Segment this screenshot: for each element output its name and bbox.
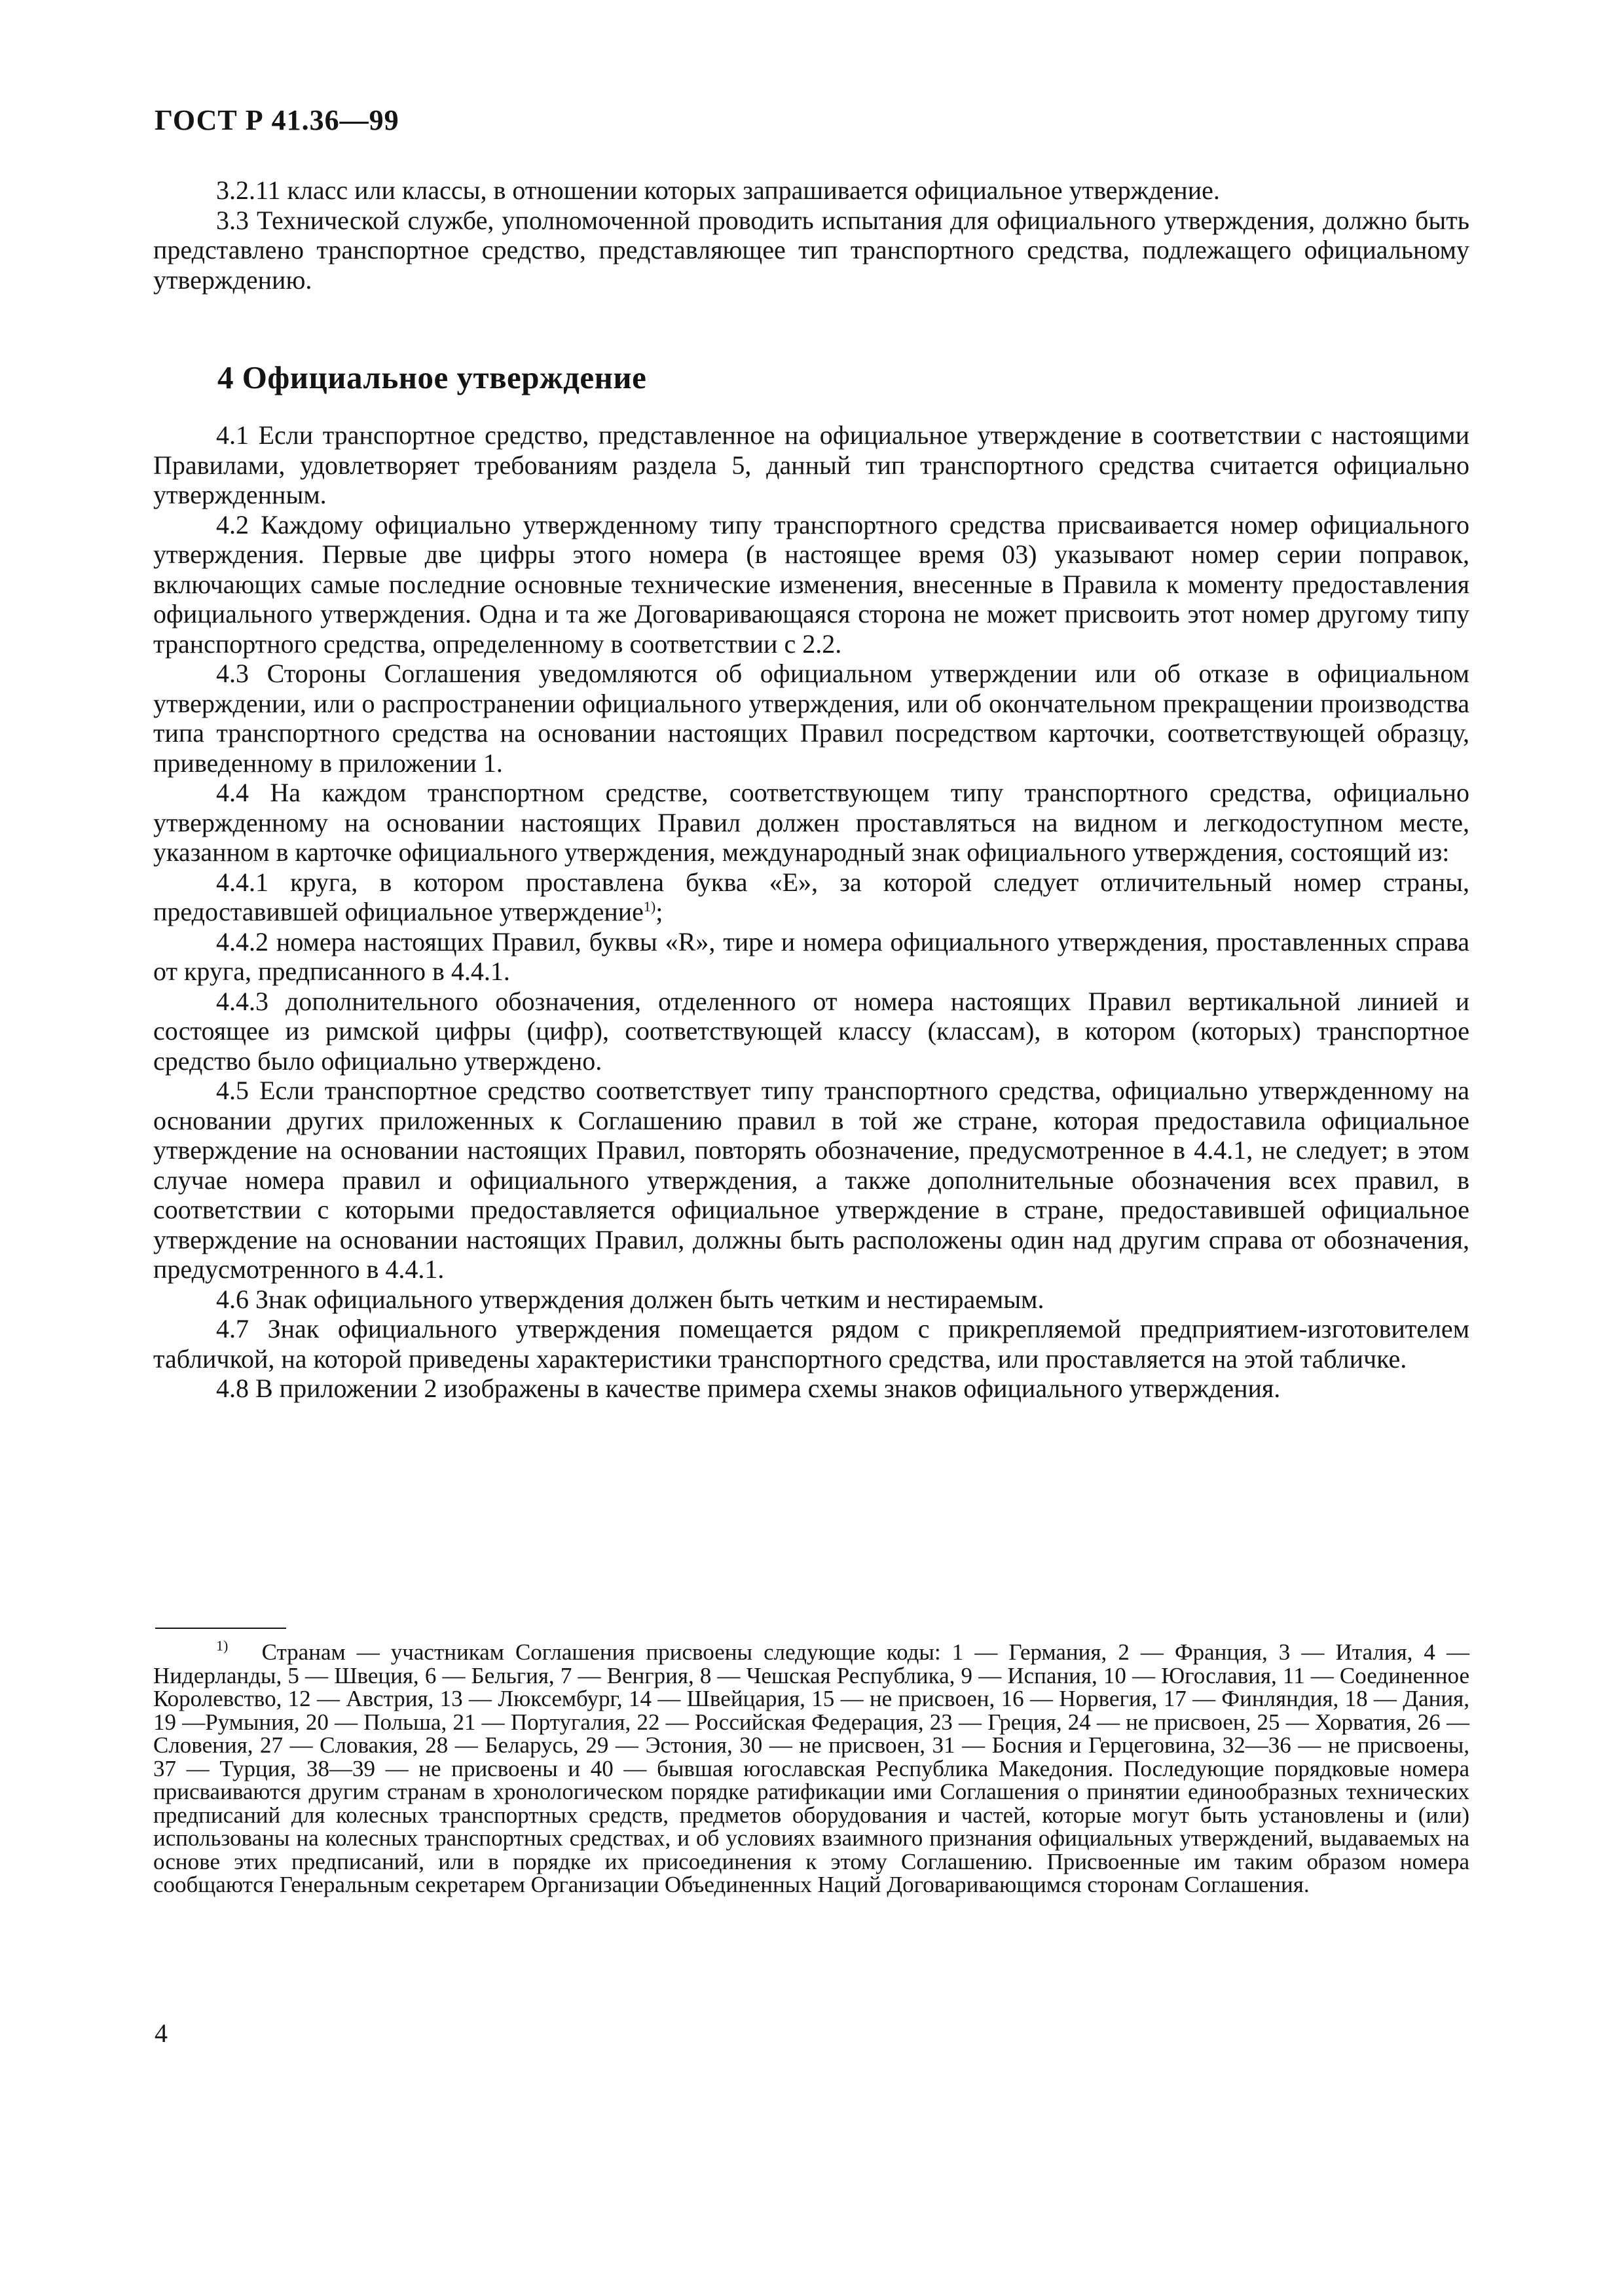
section-3-continuation [153,175,1469,295]
paragraph-4-7: 4.7 Знак официального утверждения помещается рядом с прикрепляемой предприятием-изготовителем табличкой, на которой приведены характеристики транспортного средства, или проставляется на этой табличке. [153,1314,1469,1374]
page-number: 4 [155,2018,168,2048]
paragraph-4-6: 4.6 Знак официального утверждения должен быть четким и нестираемым. [216,1284,1044,1314]
footnote-reference[interactable]: 1) [643,898,656,915]
footnote-marker: 1) [216,1637,229,1654]
paragraph-4-4-2: 4.4.2 номера настоящих Правил, буквы «R», тире и номера официального утверждения, проставленных справа от круга, предписанного в 4.4.1. [153,926,1469,986]
paragraph-3-3: 3.3 Технической службе, уполномоченной проводить испытания для официального утверждения, должно быть представлено транспортное средство, представляющее тип транспортного средства, подлежащего официальному утверждению. [153,205,1469,295]
paragraph-4-4: 4.4 На каждом транспортном средстве, соответствующем типу транспортного средства, официально утвержденному на основании настоящих Правил должен проставляться на видном и легкодоступном месте, указанном в карточке официального утверждения, международный знак официального утверждения, состоящий из: [153,778,1469,867]
paragraph-4-2: 4.2 Каждому официально утвержденному типу транспортного средства присваивается номер официального утверждения. Первые две цифры этого номера (в настоящее время 03) указывают номер серии поправок, включающих самые последние основные технические изменения, внесенные в Правила к моменту предоставления официального утверждения. Одна и та же Договаривающаяся сторона не может присвоить этот номер другому типу транспортного средства, определенному в соответствии с 2.2. [153,509,1469,659]
paragraph-4-4-1-end: ; [655,897,663,926]
footnote-text: Странам — участникам Соглашения присвоены следующие коды: 1 — Германия, 2 — Франция, 3 — Италия, 4 — Нидерланды, 5 — Швеция, 6 — Бельгия, 7 — Венгрия, 8 — Чешская Республика, 9 — Испания, 10 — Югославия, 11 — Соединенное Королевство, 12 — Австрия, 13 — Люксембург, 14 — Швейцария, 15 — не присвоен, 16 — Норвегия, 17 — Финляндия, 18 — Дания, 19 —Румыния, 20 — Польша, 21 — Португалия, 22 — Российская Федерация, 23 — Греция, 24 — не присвоен, 25 — Хорватия, 26 — Словения, 27 — Словакия, 28 — Беларусь, 29 — Эстония, 30 — не присвоен, 31 — Босния и Герцеговина, 32—36 — не присвоены, 37 — Турция, 38—39 — не присвоены и 40 — бывшая югославская Республика Македония. Последующие порядковые номера присваиваются другим странам в хронологическом порядке ратификации ими Соглашения о принятии единообразных технических предписаний для колесных транспортных средств, предметов оборудования и частей, которые могут быть установлены и (или) использованы на колесных транспортных средствах, и об условиях взаимного признания официальных утверждений, выдаваемых на основе этих предписаний, или в порядке их присоединения к этому Соглашению. Присвоенные им таким образом номера сообщаются Генеральным секретарем Организации Объединенных Наций Договаривающимся сторонам Соглашения. [153,1639,1469,1897]
footnote-separator [155,1628,286,1629]
footnote-paragraph [153,1637,1469,1897]
paragraph-4-4-1-text: 4.4.1 круга, в котором проставлена буква «Е», за которой следует отличительный номер страны, предоставившей официальное утверждение [153,867,1469,926]
paragraph-4-4-1 [153,867,1469,927]
paragraph-4-8: 4.8 В приложении 2 изображены в качестве примера схемы знаков официального утверждения. [216,1374,1281,1403]
paragraph-3-2-11: 3.2.11 класс или классы, в отношении которых запрашивается официальное утверждение. [216,175,1220,205]
document-header: ГОСТ Р 41.36—99 [155,104,399,136]
section-4-heading: 4 Официальное утверждение [217,359,647,395]
paragraph-4-4-3: 4.4.3 дополнительного обозначения, отделенного от номера настоящих Правил вертикальной линией и состоящее из римской цифры (цифр), соответствующей классу (классам), в котором (которых) транспортное средство было официально утверждено. [153,986,1469,1076]
paragraph-4-1: 4.1 Если транспортное средство, представленное на официальное утверждение в соответствии с настоящими Правилами, удовлетворяет требованиям раздела 5, данный тип транспортного средства считается официально утвержденным. [153,420,1469,509]
paragraph-4-3: 4.3 Стороны Соглашения уведомляются об официальном утверждении или об отказе в официальном утверждении, или о распространении официального утверждения, или об окончательном прекращении производства типа транспортного средства на основании настоящих Правил посредством карточки, соответствующей образцу, приведенному в приложении 1. [153,659,1469,778]
section-4-body [153,420,1469,1404]
footnote [153,1637,1469,1897]
paragraph-4-5: 4.5 Если транспортное средство соответствует типу транспортного средства, официально утвержденному на основании других приложенных к Соглашению правил в той же стране, которая предоставила официальное утверждение на основании настоящих Правил, повторять обозначение, предусмотренное в 4.4.1, не следует; в этом случае номера правил и официального утверждения, а также дополнительные обозначения всех правил, в соответствии с которыми предоставляется официальное утверждение в стране, предоставившей официальное утверждение на основании настоящих Правил, должны быть расположены один над другим справа от обозначения, предусмотренного в 4.4.1. [153,1076,1469,1284]
